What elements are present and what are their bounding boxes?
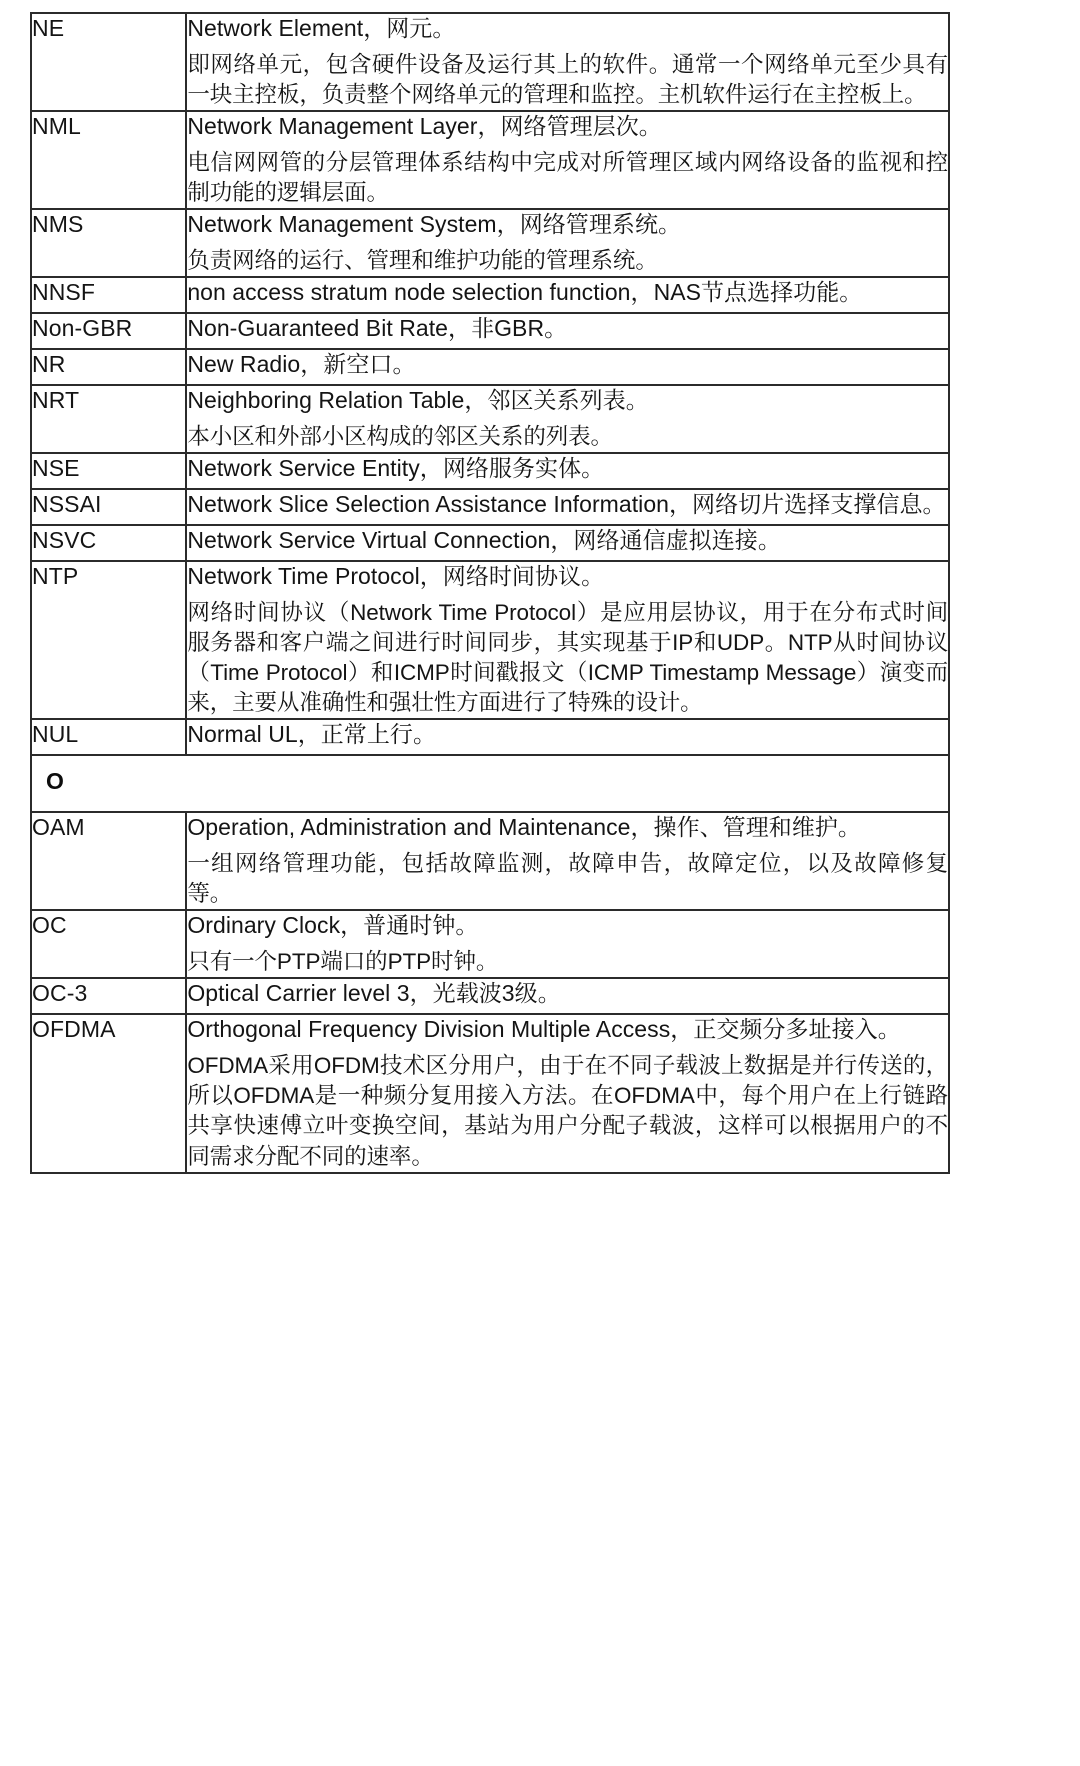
term-cell: OC <box>31 910 186 978</box>
definition-headline: Network Management System，网络管理系统。 <box>187 211 682 238</box>
table-row <box>31 385 949 453</box>
glossary-table-body <box>31 13 949 1173</box>
definition-headline: Non-Guaranteed Bit Rate，非GBR。 <box>187 315 568 342</box>
definition-cell <box>186 277 949 313</box>
term-cell: NSSAI <box>31 489 186 525</box>
definition-headline: Network Element，网元。 <box>187 15 456 41</box>
definition-headline: Optical Carrier level 3，光载波3级。 <box>187 980 561 1007</box>
table-row <box>31 313 949 349</box>
table-row <box>31 719 949 755</box>
definition-headline: Network Time Protocol，网络时间协议。 <box>187 562 605 589</box>
section-header-row <box>31 755 949 812</box>
term-cell: OAM <box>31 812 186 910</box>
definition-body: 即网络单元，包含硬件设备及运行其上的软件。通常一个网络单元至少具有一块主控板，负责整个网络单元的管理和监控。主机软件运行在主控板上。 <box>187 51 948 108</box>
table-row <box>31 13 949 111</box>
table-row <box>31 1014 949 1172</box>
definition-cell <box>186 209 949 277</box>
definition-headline: Neighboring Relation Table，邻区关系列表。 <box>187 387 649 414</box>
term-cell: NUL <box>31 719 186 755</box>
definition-cell <box>186 1014 949 1172</box>
definition-headline: Network Service Virtual Connection，网络通信虚拟连接。 <box>187 526 781 553</box>
definition-body: 本小区和外部小区构成的邻区关系的列表。 <box>187 423 613 449</box>
table-row <box>31 978 949 1014</box>
definition-cell <box>186 978 949 1014</box>
definition-cell <box>186 561 949 719</box>
table-row <box>31 277 949 313</box>
section-header-letter: O <box>31 755 949 812</box>
term-cell: NRT <box>31 385 186 453</box>
definition-cell <box>186 525 949 561</box>
table-row <box>31 812 949 910</box>
definition-headline: Normal UL，正常上行。 <box>187 721 436 748</box>
definition-body: 电信网网管的分层管理体系结构中完成对所管理区域内网络设备的监视和控制功能的逻辑层面。 <box>187 150 948 206</box>
definition-cell <box>186 910 949 978</box>
term-cell: OFDMA <box>31 1014 186 1172</box>
definition-headline: Operation, Administration and Maintenance，操作、管理和维护。 <box>187 814 861 841</box>
table-row <box>31 910 949 978</box>
term-cell: Non-GBR <box>31 313 186 349</box>
definition-cell <box>186 111 949 209</box>
definition-cell <box>186 453 949 489</box>
definition-cell <box>186 313 949 349</box>
term-cell: NE <box>31 13 186 111</box>
term-cell: OC-3 <box>31 978 186 1014</box>
definition-cell <box>186 349 949 385</box>
definition-cell <box>186 385 949 453</box>
definition-body: 只有一个PTP端口的PTP时钟。 <box>187 949 499 975</box>
term-cell: NSE <box>31 453 186 489</box>
definition-body: 负责网络的运行、管理和维护功能的管理系统。 <box>187 248 658 274</box>
table-row <box>31 561 949 719</box>
definition-headline: Ordinary Clock，普通时钟。 <box>187 912 479 939</box>
definition-body: 一组网络管理功能，包括故障监测，故障申告，故障定位，以及故障修复等。 <box>187 850 948 907</box>
definition-cell <box>186 13 949 111</box>
definition-cell <box>186 812 949 910</box>
table-row <box>31 349 949 385</box>
table-row <box>31 453 949 489</box>
definition-headline: non access stratum node selection function，NAS节点选择功能。 <box>187 279 863 306</box>
definition-cell <box>186 719 949 755</box>
definition-body: 网络时间协议（Network Time Protocol）是应用层协议，用于在分布式时间服务器和客户端之间进行时间同步，其实现基于IP和UDP。NTP从时间协议（Time Protocol）和ICMP时间戳报文（ICMP Timestamp Message）演变而来，主要从准确性和强壮性方面进行了特殊的设计。 <box>187 599 948 716</box>
table-row <box>31 489 949 525</box>
definition-cell <box>186 489 949 525</box>
definition-headline: Orthogonal Frequency Division Multiple Access，正交频分多址接入。 <box>187 1016 901 1043</box>
definition-headline: Network Slice Selection Assistance Information，网络切片选择支撑信息。 <box>187 490 946 517</box>
glossary-table <box>30 12 950 1174</box>
definition-headline: New Radio，新空口。 <box>187 351 416 378</box>
term-cell: NMS <box>31 209 186 277</box>
table-row <box>31 209 949 277</box>
table-row <box>31 525 949 561</box>
term-cell: NNSF <box>31 277 186 313</box>
term-cell: NR <box>31 349 186 385</box>
definition-body: OFDMA采用OFDM技术区分用户，由于在不同子载波上数据是并行传送的，所以OFDMA是一种频分复用接入方法。在OFDMA中，每个用户在上行链路共享快速傅立叶变换空间，基站为用户分配子载波，这样可以根据用户的不同需求分配不同的速率。 <box>187 1053 948 1169</box>
definition-headline: Network Management Layer，网络管理层次。 <box>187 113 662 140</box>
term-cell: NTP <box>31 561 186 719</box>
definition-headline: Network Service Entity，网络服务实体。 <box>187 455 605 482</box>
term-cell: NSVC <box>31 525 186 561</box>
table-row <box>31 111 949 209</box>
term-cell: NML <box>31 111 186 209</box>
